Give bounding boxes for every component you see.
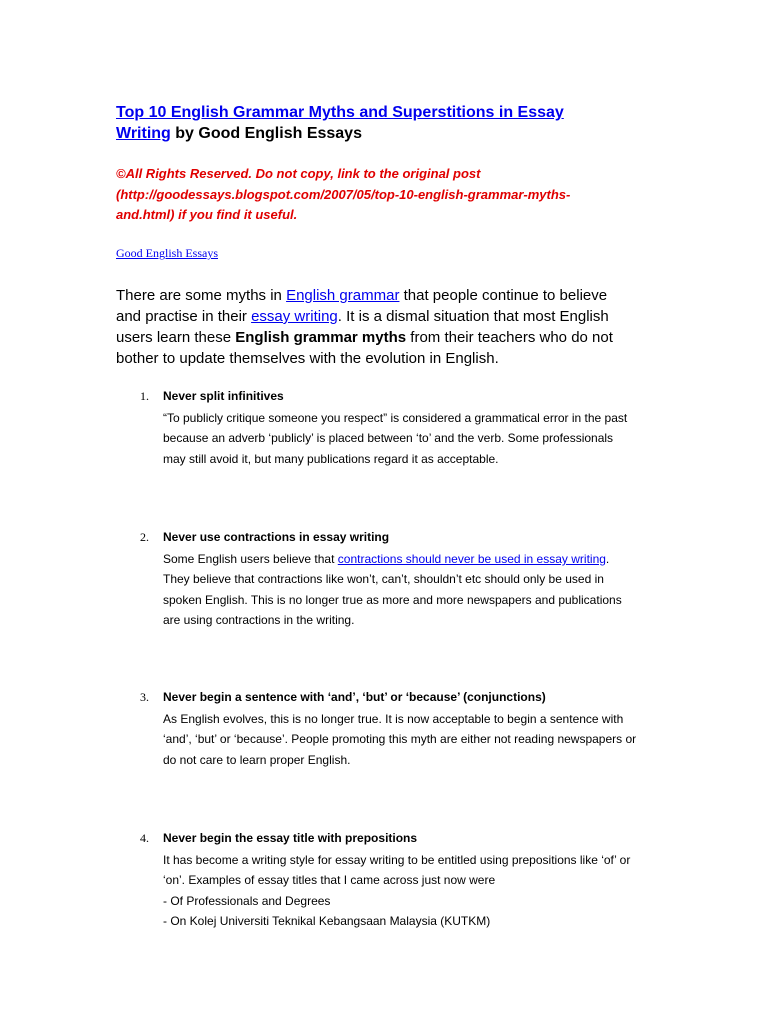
title-link-line-1: Top 10 English Grammar Myths and Superstitions in Essay	[116, 104, 564, 121]
intro-text-3: . It is a dismal situation that most English users learn these	[116, 308, 609, 346]
intro-text-2: that people continue to believe and practise in their	[116, 287, 608, 325]
example-title-2: - On Kolej Universiti Teknikal Kebangsaan Malaysia (KUTKM)	[163, 913, 491, 928]
list-item-number: 3.	[140, 690, 149, 704]
copyright-notice	[116, 164, 636, 226]
list-item-number: 4.	[140, 831, 149, 845]
list-item-heading: Never split infinitives	[163, 389, 284, 403]
list-item-number: 2.	[140, 530, 149, 544]
english-grammar-link[interactable]: English grammar	[286, 287, 400, 304]
list-item-heading: Never use contractions in essay writing	[163, 530, 390, 544]
title-author: by Good English Essays	[170, 125, 362, 142]
intro-text-4: from their teachers who do not bother to update themselves with the evolution in English.	[116, 329, 613, 367]
list-item-number: 1.	[140, 389, 149, 403]
item-2-body-post: . They believe that contractions like won’t, can’t, shouldn’t etc should only be used in spoken English. This is no longer true as more and more newspapers and publications are using contractions in the writing.	[163, 552, 622, 627]
copyright-line-2: (http://goodessays.blogspot.com/2007/05/top-10-english-grammar-myths-	[116, 186, 571, 202]
item-4-body-text: It has become a writing style for essay writing to be entitled using prepositions like ‘of’ or ‘on’. Examples of essay titles that I came across just now were	[163, 853, 631, 888]
intro-paragraph	[116, 285, 636, 369]
item-2-body-pre: Some English users believe that	[163, 552, 338, 566]
site-link[interactable]: Good English Essays	[116, 246, 218, 260]
list-item-body	[163, 850, 638, 931]
title-link-line-2: Writing	[116, 125, 171, 142]
example-title-1: - Of Professionals and Degrees	[163, 893, 331, 908]
site-link-block	[116, 246, 218, 261]
intro-bold-text: English grammar myths	[235, 329, 407, 346]
essay-writing-link[interactable]: essay writing	[251, 308, 338, 325]
contractions-link[interactable]: contractions should never be used in essay writing	[337, 552, 606, 566]
copyright-line-3: and.html) if you find it useful.	[116, 207, 298, 222]
copyright-line-1: ©All Rights Reserved. Do not copy, link to the original post	[116, 166, 481, 181]
article-title	[116, 102, 636, 144]
list-item-body: As English evolves, this is no longer true. It is now acceptable to begin a sentence with ‘and’, ‘but’ or ‘because’. People promoting this myth are either not reading newspapers or do not care to learn proper English.	[163, 712, 637, 767]
list-item-heading: Never begin a sentence with ‘and’, ‘but’ or ‘because’ (conjunctions)	[163, 690, 546, 704]
intro-text-1: There are some myths in	[116, 287, 287, 304]
list-item-heading: Never begin the essay title with prepositions	[163, 831, 418, 845]
list-item-body	[163, 549, 638, 630]
list-item-body: “To publicly critique someone you respect” is considered a grammatical error in the past because an adverb ‘publicly’ is placed between ‘to’ and the verb. Some professionals may still avoid it, but many publications regard it as acceptable.	[163, 411, 628, 466]
